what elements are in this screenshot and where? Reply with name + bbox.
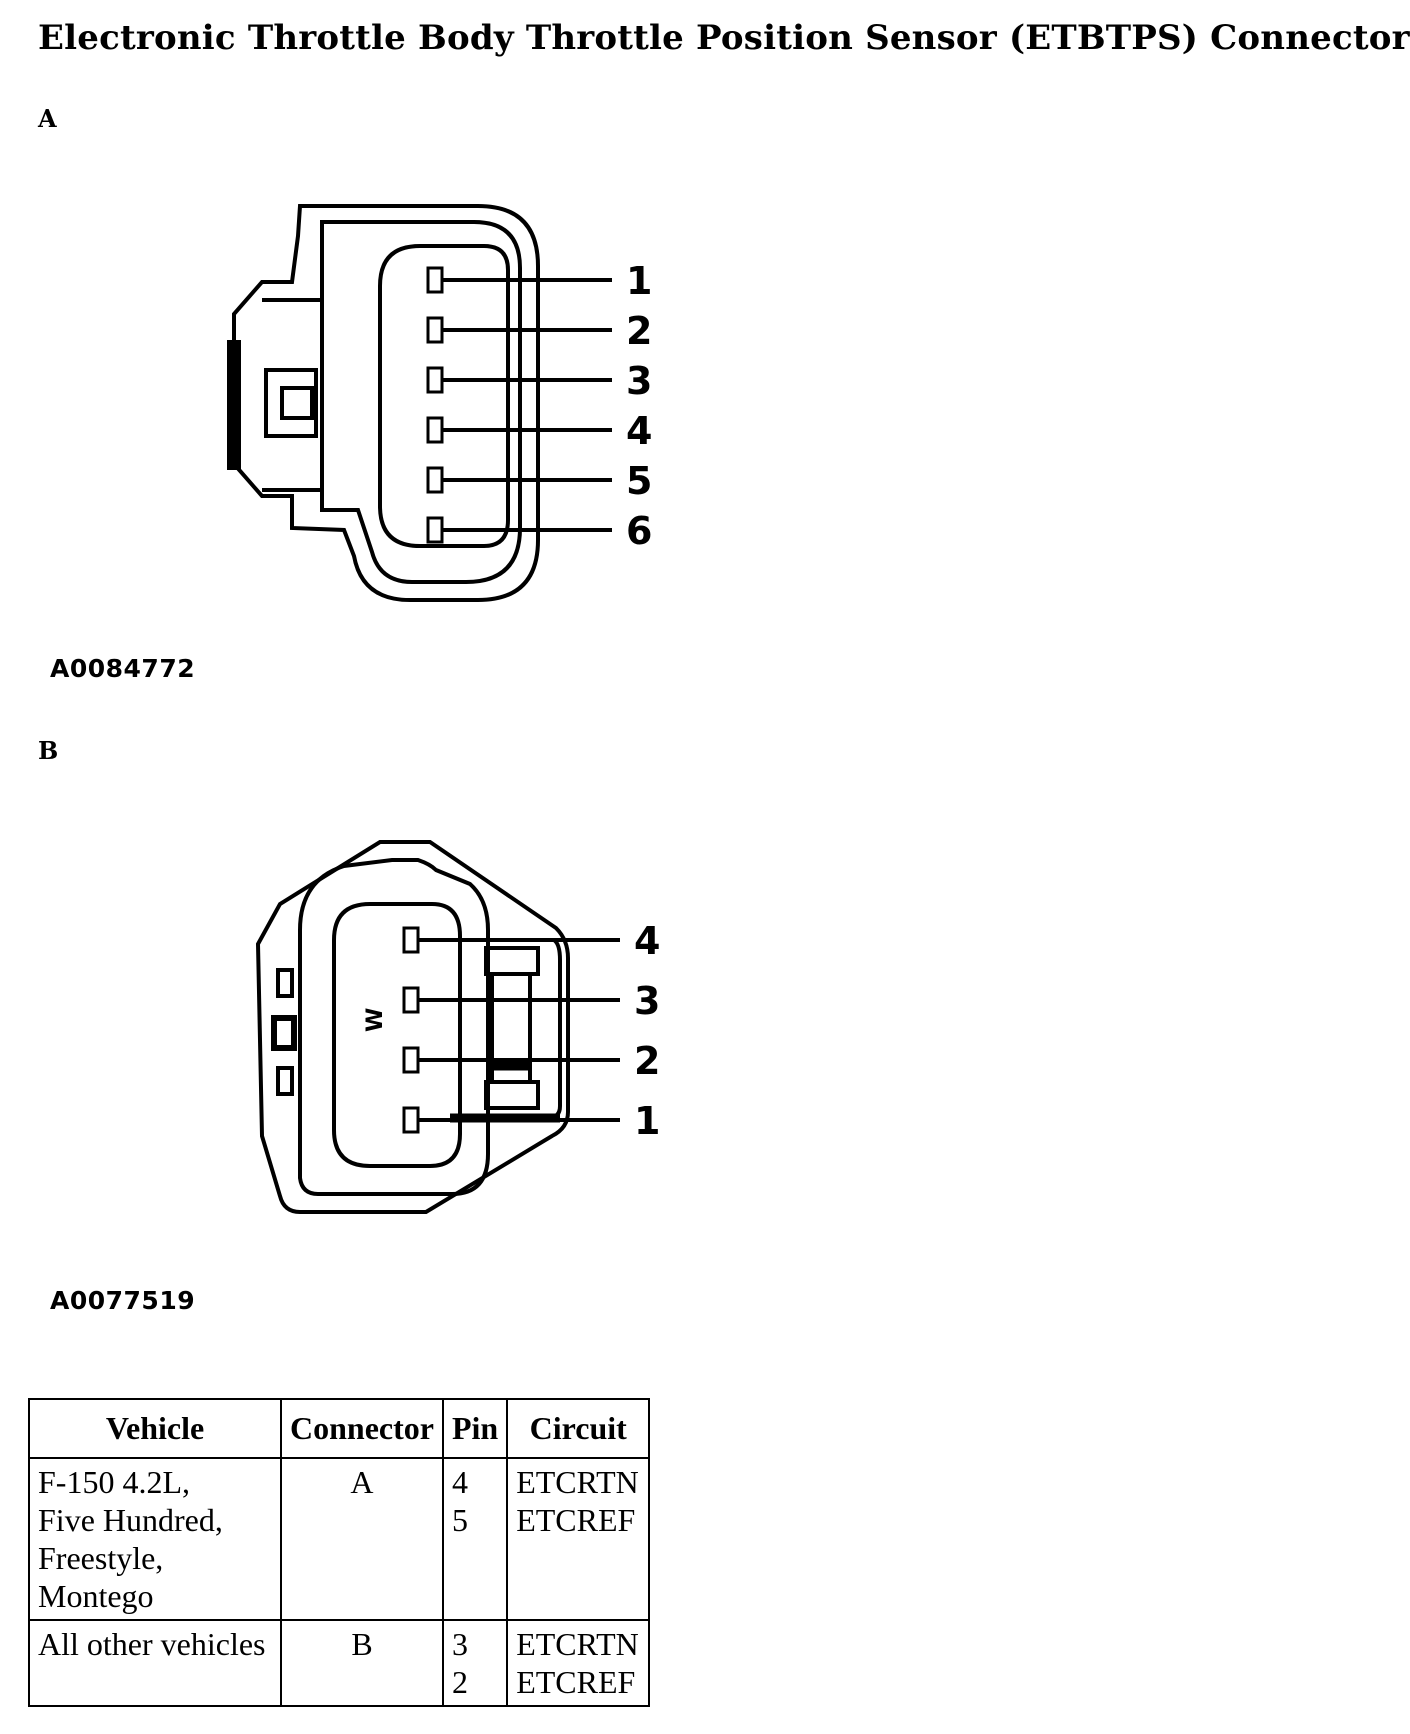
- pin-label-b-2: 2: [634, 1039, 661, 1083]
- cell-connector: [281, 1620, 443, 1706]
- pin-label-b-3: 3: [634, 979, 661, 1023]
- cell-vehicle: [29, 1620, 281, 1706]
- table-row: [29, 1620, 649, 1706]
- connector-b-drawing: [258, 842, 568, 1212]
- pin-value: 4: [451, 1464, 468, 1500]
- connector-a-pin-labels: [626, 259, 652, 553]
- connector-a-leaders: [442, 280, 612, 530]
- header-connector: Connector: [281, 1399, 443, 1458]
- header-circuit: Circuit: [507, 1399, 649, 1458]
- section-label-b: B: [38, 736, 59, 765]
- circuit-value: ETCRTN: [516, 1464, 639, 1500]
- connector-b-pins: [404, 928, 418, 1132]
- section-label-a: A: [38, 104, 57, 133]
- pin-label-a-3: 3: [626, 359, 653, 403]
- table-header-row: [29, 1399, 649, 1458]
- connector-b-pin-labels: [634, 919, 660, 1143]
- pin-b-3: [404, 988, 418, 1012]
- pin-label-a-5: 5: [626, 459, 653, 503]
- pin-a-4: [428, 418, 442, 442]
- cell-circuit: [507, 1458, 649, 1620]
- circuit-value: ETCREF: [516, 1664, 636, 1700]
- pin-value: 3: [451, 1626, 468, 1662]
- connector-a-pins: [428, 268, 442, 542]
- header-vehicle: Vehicle: [29, 1399, 281, 1458]
- vehicle-line: All other vehicles: [38, 1626, 266, 1662]
- header-pin: Pin: [443, 1399, 507, 1458]
- pin-label-a-1: 1: [626, 259, 653, 303]
- vehicle-line: Freestyle,: [38, 1540, 164, 1576]
- pin-value: 5: [451, 1502, 468, 1538]
- vehicle-line: Montego: [38, 1578, 154, 1614]
- figure-id-b: A0077519: [50, 1286, 196, 1315]
- circuit-value: ETCREF: [516, 1502, 636, 1538]
- cell-pin: [443, 1458, 507, 1620]
- cell-circuit: [507, 1620, 649, 1706]
- pin-value: 2: [451, 1664, 468, 1700]
- pin-label-a-2: 2: [626, 309, 653, 353]
- pin-b-1: [404, 1108, 418, 1132]
- pin-label-b-1: 1: [634, 1099, 661, 1143]
- page-title: Electronic Throttle Body Throttle Position Sensor (ETBTPS) Connector: [38, 18, 1410, 58]
- pin-a-3: [428, 368, 442, 392]
- pin-b-4: [404, 928, 418, 952]
- cell-connector: [281, 1458, 443, 1620]
- pin-label-a-6: 6: [626, 509, 653, 553]
- pin-a-6: [428, 518, 442, 542]
- vehicle-line: Five Hundred,: [38, 1502, 223, 1538]
- connector-value: B: [351, 1626, 373, 1662]
- circuit-value: ETCRTN: [516, 1626, 639, 1662]
- cell-pin: [443, 1620, 507, 1706]
- connector-b-leaders: [418, 940, 620, 1120]
- pin-b-2: [404, 1048, 418, 1072]
- connector-a-drawing: [234, 206, 538, 600]
- connector-b-mark: W: [363, 1007, 388, 1032]
- pin-circuit-table: [28, 1398, 650, 1707]
- table-row: [29, 1458, 649, 1620]
- vehicle-line: F-150 4.2L,: [38, 1464, 190, 1500]
- cell-vehicle: [29, 1458, 281, 1620]
- pin-a-1: [428, 268, 442, 292]
- pin-a-5: [428, 468, 442, 492]
- pin-a-2: [428, 318, 442, 342]
- connector-value: A: [350, 1464, 374, 1500]
- pin-label-b-4: 4: [634, 919, 661, 963]
- figure-id-a: A0084772: [50, 654, 196, 683]
- pin-label-a-4: 4: [626, 409, 653, 453]
